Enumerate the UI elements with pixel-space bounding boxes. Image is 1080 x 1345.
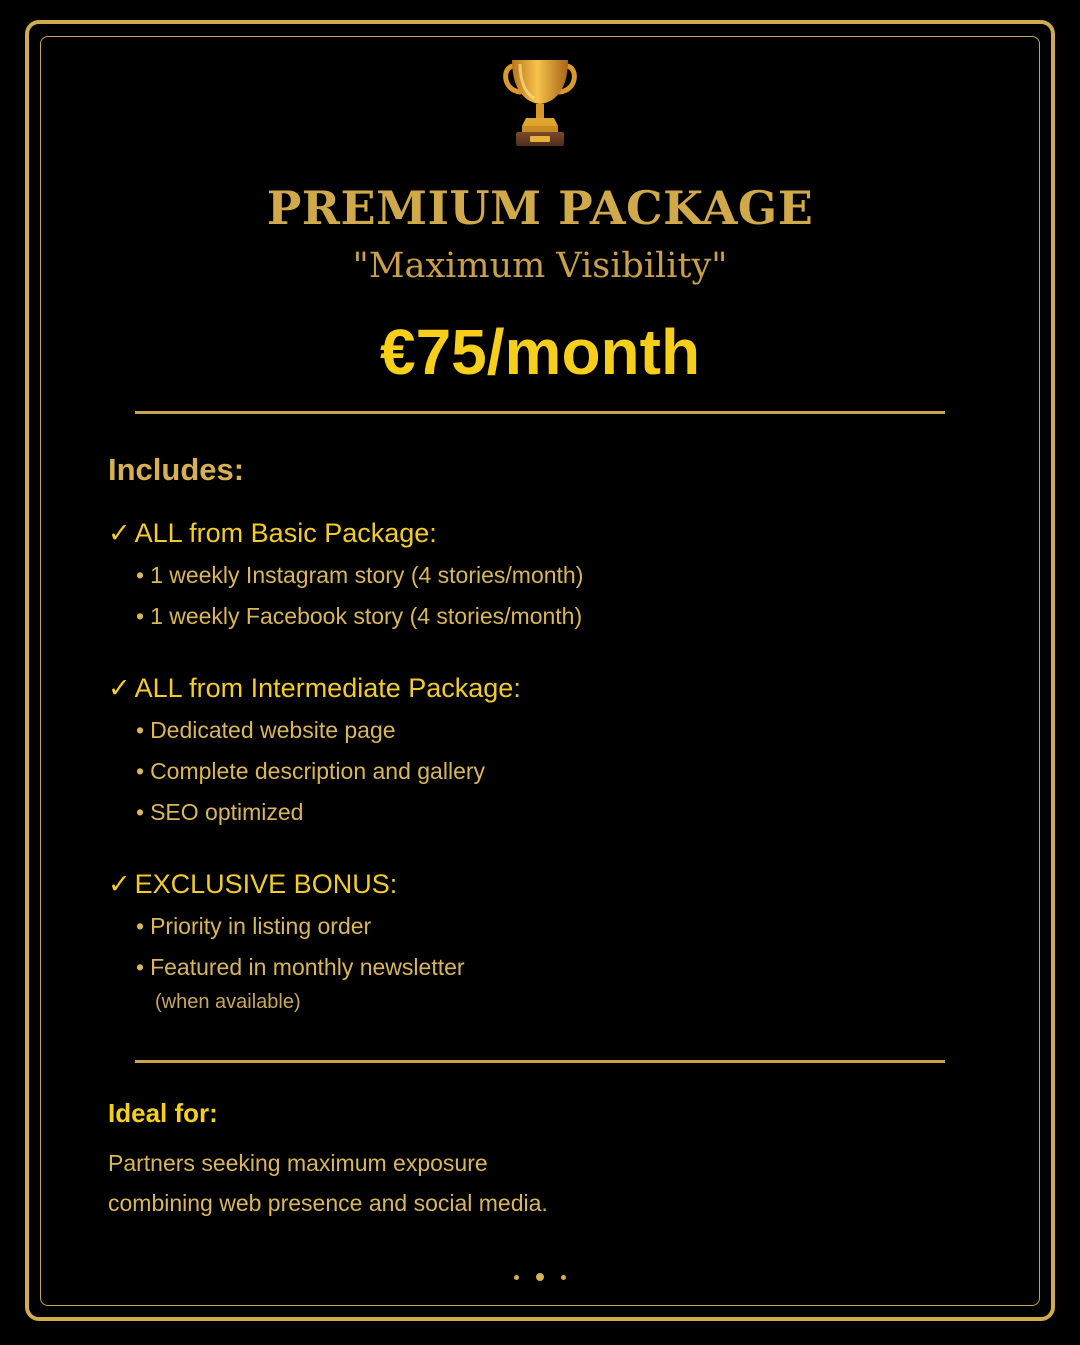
section-exclusive-bonus bbox=[108, 866, 465, 1015]
bullet-icon: • bbox=[136, 799, 145, 825]
package-subtitle: "Maximum Visibility" bbox=[352, 246, 728, 286]
pager-dot[interactable] bbox=[561, 1275, 566, 1280]
list-item bbox=[136, 716, 521, 744]
checkmark-icon: ✓ bbox=[108, 673, 131, 703]
ideal-for-text: combining web presence and social media. bbox=[108, 1190, 548, 1216]
package-title: PREMIUM PACKAGE bbox=[266, 181, 814, 235]
list-item-text: Complete description and gallery bbox=[150, 758, 486, 784]
bullet-icon: • bbox=[136, 562, 145, 588]
package-price: €75/month bbox=[379, 316, 701, 388]
section-heading bbox=[108, 515, 583, 551]
pager-dot[interactable] bbox=[514, 1275, 519, 1280]
list-item bbox=[136, 912, 465, 940]
section-heading bbox=[108, 866, 465, 902]
divider-bottom bbox=[135, 1060, 945, 1063]
section-heading-label: ALL from Intermediate Package: bbox=[134, 673, 521, 703]
divider-top bbox=[135, 411, 945, 414]
list-item bbox=[136, 561, 583, 589]
list-item bbox=[136, 757, 521, 785]
section-heading-label: ALL from Basic Package: bbox=[134, 518, 437, 548]
section-heading-label: EXCLUSIVE BONUS: bbox=[134, 869, 398, 899]
list-item-text: Dedicated website page bbox=[150, 717, 396, 743]
bullet-icon: • bbox=[136, 717, 145, 743]
checkmark-icon: ✓ bbox=[108, 518, 131, 548]
list-item-text: Featured in monthly newsletter bbox=[150, 954, 465, 980]
includes-heading: Includes: bbox=[108, 452, 245, 487]
checkmark-icon: ✓ bbox=[108, 869, 131, 899]
list-item-text: 1 weekly Facebook story (4 stories/month) bbox=[150, 603, 583, 629]
section-intermediate-package bbox=[108, 670, 521, 826]
bullet-icon: • bbox=[136, 758, 145, 784]
ideal-for-heading: Ideal for: bbox=[108, 1098, 218, 1128]
list-item-text: 1 weekly Instagram story (4 stories/month) bbox=[150, 562, 584, 588]
pager-dot-active[interactable] bbox=[536, 1273, 544, 1281]
section-heading bbox=[108, 670, 521, 706]
bullet-icon: • bbox=[136, 954, 145, 980]
ideal-for-text: Partners seeking maximum exposure bbox=[108, 1150, 488, 1176]
list-item bbox=[136, 602, 583, 630]
list-item-text: SEO optimized bbox=[150, 799, 304, 825]
section-basic-package bbox=[108, 515, 583, 630]
list-item bbox=[136, 953, 465, 981]
carousel-pager bbox=[0, 1270, 1080, 1284]
bullet-icon: • bbox=[136, 913, 145, 939]
list-item-note: (when available) bbox=[155, 991, 301, 1013]
bullet-icon: • bbox=[136, 603, 145, 629]
list-item bbox=[136, 798, 521, 826]
trophy-icon bbox=[500, 56, 580, 150]
list-item-text: Priority in listing order bbox=[150, 913, 372, 939]
